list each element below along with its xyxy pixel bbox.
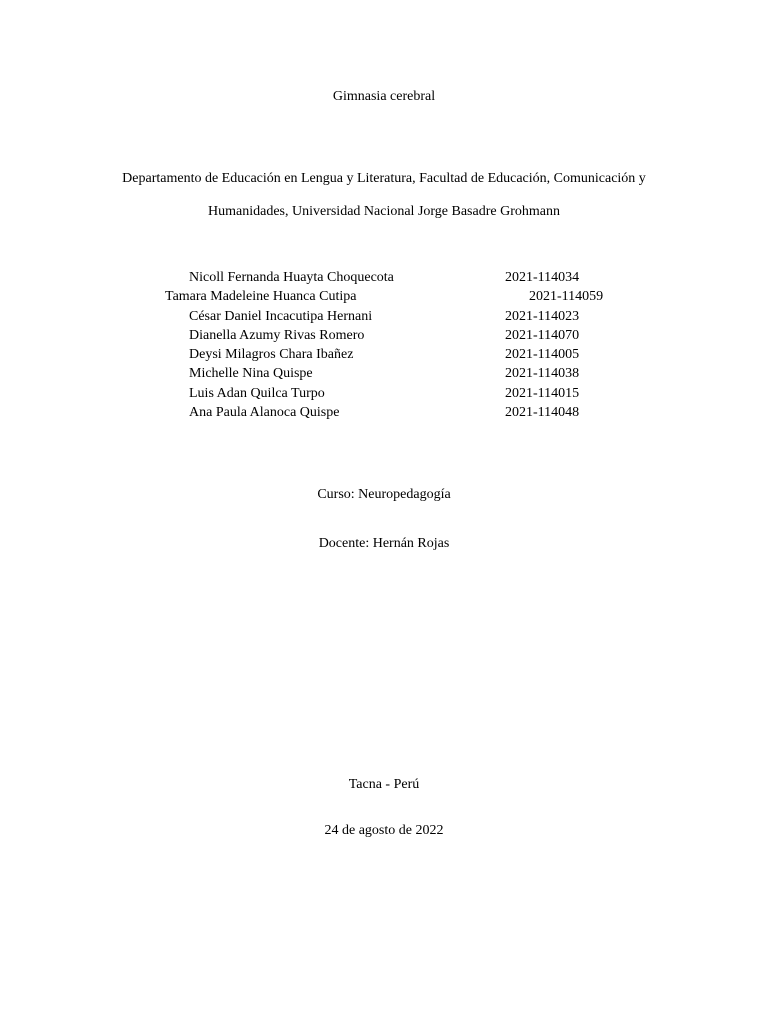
author-name: Dianella Azumy Rivas Romero <box>189 327 365 343</box>
author-row <box>0 403 768 422</box>
author-row <box>0 345 768 364</box>
author-name: César Daniel Incacutipa Hernani <box>189 308 373 324</box>
author-code: 2021-114070 <box>505 327 580 343</box>
department-line-1: Departamento de Educación en Lengua y Literatura, Facultad de Educación, Comunicación y <box>122 171 646 186</box>
course-label: Curso: Neuropedagogía <box>317 487 451 502</box>
author-row <box>0 364 768 383</box>
author-row <box>0 384 768 403</box>
author-name: Michelle Nina Quispe <box>189 366 313 382</box>
author-code: 2021-114034 <box>505 270 580 285</box>
author-code: 2021-114005 <box>505 347 580 363</box>
author-row <box>0 268 768 287</box>
author-list <box>0 268 768 422</box>
author-code: 2021-114023 <box>505 308 580 324</box>
author-name: Ana Paula Alanoca Quispe <box>189 405 340 421</box>
author-row <box>0 307 768 326</box>
teacher-label: Docente: Hernán Rojas <box>318 536 450 551</box>
date-label: 24 de agosto de 2022 <box>324 823 444 838</box>
author-name: Nicoll Fernanda Huayta Choquecota <box>189 270 394 285</box>
author-row <box>0 287 768 306</box>
author-code: 2021-114038 <box>505 366 580 382</box>
author-code: 2021-114048 <box>505 405 580 421</box>
author-name: Deysi Milagros Chara Ibañez <box>189 347 354 363</box>
author-row <box>0 326 768 345</box>
document-title: Gimnasia cerebral <box>332 89 436 104</box>
author-code: 2021-114059 <box>529 289 604 305</box>
author-name: Tamara Madeleine Huanca Cutipa <box>165 289 357 305</box>
place-label: Tacna - Perú <box>348 777 420 792</box>
author-name: Luis Adan Quilca Turpo <box>189 385 325 401</box>
author-code: 2021-114015 <box>505 385 580 401</box>
department-line-2: Humanidades, Universidad Nacional Jorge Basadre Grohmann <box>208 204 560 219</box>
